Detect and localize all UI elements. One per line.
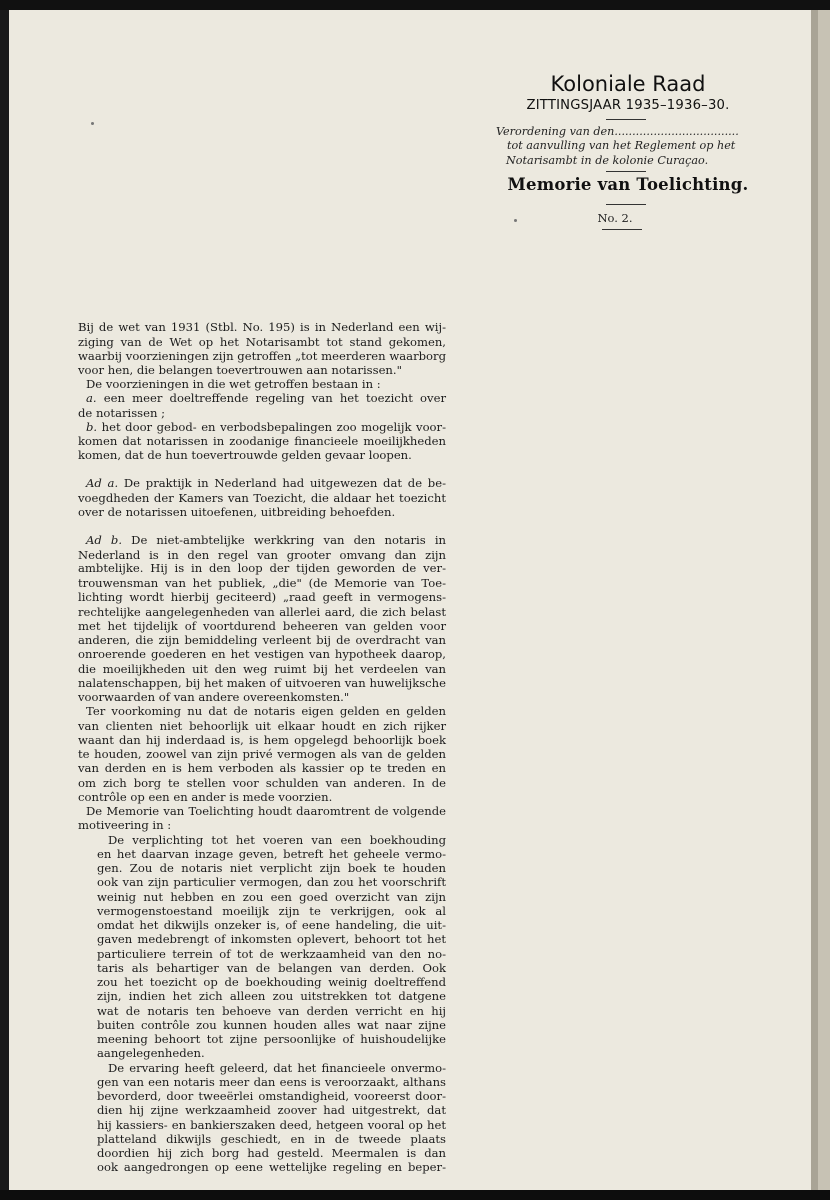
divider bbox=[602, 229, 642, 230]
text-line: Ad a. De praktijk in Nederland had uitgewezen dat de be- bbox=[86, 476, 447, 491]
text-line: te houden, zoowel van zijn privé vermogen als van de gelden bbox=[78, 746, 446, 761]
ordinance-line: tot aanvulling van het Reglement op het bbox=[507, 139, 736, 153]
quote-line: vermogenstoestand moeilijk zijn te verkrijgen, ook al bbox=[97, 904, 446, 919]
quote-line: meening behoort tot zijne persoonlijke of huishoudelijke bbox=[97, 1031, 446, 1046]
speck bbox=[91, 122, 94, 125]
text-line: onroerende goederen en het vestigen van hypotheek daarop, bbox=[78, 647, 446, 662]
text-line: a. een meer doeltreffende regeling van het toezicht over bbox=[86, 391, 446, 406]
ordinance-title bbox=[496, 125, 756, 168]
ordinance-line: Verordening van den................................... bbox=[496, 125, 739, 138]
memorie-heading: Memorie van Toelichting. bbox=[507, 175, 749, 194]
quote-line: weinig nut hebben en zou een goed overzicht van zijn bbox=[97, 889, 446, 904]
text-line: van derden en is hem verboden als kassier op te treden en bbox=[78, 761, 446, 776]
quote-line: gen. Zou de notaris niet verplicht zijn boek te houden bbox=[97, 860, 446, 875]
quote-line: zou het toezicht op de boekhouding weinig doeltreffend bbox=[97, 974, 446, 989]
text-line: De voorzieningen in die wet getroffen bestaan in : bbox=[86, 377, 381, 391]
text-line: met het tijdelijk of voortdurend beheeren van gelden voor bbox=[78, 619, 446, 634]
document-number: No. 2. bbox=[597, 211, 633, 225]
text-line: over de notarissen uitoefenen, uitbreiding behoefden. bbox=[78, 505, 396, 520]
quote-line: bevorderd, door tweeërlei omstandigheid, vooreerst door- bbox=[97, 1088, 446, 1103]
text-line: om zich borg te stellen voor schulden van anderen. In de bbox=[78, 775, 446, 790]
quote-line: omdat het dikwijls onzeker is, of eene handeling, die uit- bbox=[97, 917, 446, 932]
quote-line: taris als behartiger van de belangen van derden. Ook bbox=[97, 961, 446, 976]
document-title: Koloniale Raad bbox=[550, 72, 706, 96]
quote-line: ook aangedrongen op eene wettelijke regeling en beper- bbox=[97, 1160, 446, 1174]
text-line: trouwensman van het publiek, „die" (de Memorie van Toe- bbox=[78, 575, 446, 590]
text-line: ziging van de Wet op het Notarisambt tot stand gekomen, bbox=[78, 334, 446, 349]
text-line: Bij de wet van 1931 (Stbl. No. 195) is in Nederland een wij- bbox=[78, 320, 446, 334]
quote-line: en het daarvan inzage geven, betreft het geheele vermo- bbox=[97, 847, 446, 862]
ordinance-line: Notarisambt in de kolonie Curaçao. bbox=[506, 153, 709, 167]
divider bbox=[606, 119, 646, 120]
text-line: nalatenschappen, bij het maken of uitvoeren van huwelijksche bbox=[78, 676, 446, 691]
text-line: rechtelijke aangelegenheden van allerlei aard, die zich belast bbox=[78, 604, 446, 619]
session-year: ZITTINGSJAAR 1935–1936–30. bbox=[526, 98, 730, 113]
text-line: De Memorie van Toelichting houdt daaromtrent de volgende bbox=[86, 803, 446, 818]
text-line: voegdheden der Kamers van Toezicht, die aldaar het toezicht bbox=[78, 490, 446, 505]
quote-line: doordien hij zich borg had gesteld. Meermalen is dan bbox=[97, 1145, 446, 1160]
text-line: anderen, die zijn bemiddeling verleent bij de overdracht van bbox=[78, 632, 446, 647]
quote-line: ook van zijn particulier vermogen, dan zou het voorschrift bbox=[97, 875, 446, 890]
bottom-border bbox=[0, 1190, 830, 1200]
text-line: motiveering in : bbox=[78, 818, 172, 833]
text-line: die moeilijkheden uit den weg ruimt bij het verdeelen van bbox=[78, 661, 446, 676]
text-line: Nederland is in den regel van grooter omvang dan zijn bbox=[78, 547, 446, 562]
divider bbox=[606, 171, 646, 172]
text-line: ambtelijke. Hij is in den loop der tijden geworden de ver- bbox=[78, 561, 446, 576]
text-line: Ad b. De niet-ambtelijke werkkring van den notaris in bbox=[86, 533, 446, 548]
text-line: komen dat notarissen in zoodanige financieele moeilijkheden bbox=[78, 433, 446, 448]
quote-line: De ervaring heeft geleerd, dat het financieele onvermo- bbox=[108, 1060, 446, 1075]
quote-line: aangelegenheden. bbox=[97, 1046, 205, 1061]
text-line: de notarissen ; bbox=[78, 405, 166, 420]
page-edge-inner bbox=[818, 10, 830, 1190]
text-line: contrôle op een en ander is mede voorzien. bbox=[78, 790, 333, 805]
text-line: Ter voorkoming nu dat de notaris eigen gelden en gelden bbox=[86, 704, 446, 719]
divider bbox=[606, 204, 646, 205]
text-line: voorwaarden of van andere overeenkomsten." bbox=[78, 689, 350, 704]
text-line: komen, dat de hun toevertrouwde gelden gevaar loopen. bbox=[78, 448, 412, 463]
quote-line: hij kassiers- en bankierszaken deed, hetgeen vooral op het bbox=[97, 1117, 446, 1132]
quote-line: buiten contrôle zou kunnen houden alles wat naar zijne bbox=[97, 1018, 446, 1032]
quote-line: wat de notaris ten behoeve van derden verricht en hij bbox=[97, 1003, 446, 1018]
quote-line: dien hij zijne werkzaamheid zoover had uitgestrekt, dat bbox=[97, 1103, 446, 1117]
text-line: lichting wordt hierbij geciteerd) „raad geeft in vermogens- bbox=[78, 590, 446, 605]
quote-line: zijn, indien het zich alleen zou uitstrekken tot datgene bbox=[97, 989, 446, 1004]
top-border bbox=[0, 0, 830, 10]
quote-line: gen van een notaris meer dan eens is veroorzaakt, althans bbox=[97, 1075, 446, 1089]
quote-line: particuliere terrein of tot de werkzaamheid van den no- bbox=[97, 946, 446, 961]
text-line: van clienten niet behoorlijk uit elkaar houdt en zich rijker bbox=[78, 718, 446, 733]
speck bbox=[514, 219, 517, 222]
text-line: waant dan hij inderdaad is, is hem opgelegd behoorlijk boek bbox=[78, 733, 446, 748]
quote-line: platteland dikwijls geschiedt, en in de tweede plaats bbox=[97, 1132, 446, 1146]
text-line: voor hen, die belangen toevertrouwen aan notarissen." bbox=[78, 362, 402, 377]
quote-line: De verplichting tot het voeren van een boekhouding bbox=[108, 832, 446, 847]
text-line: waarbij voorzieningen zijn getroffen „tot meerderen waarborg bbox=[78, 348, 446, 363]
text-line: b. het door gebod- en verbodsbepalingen zoo mogelijk voor- bbox=[86, 419, 446, 434]
quote-line: gaven medebrengt of inkomsten oplevert, behoort tot het bbox=[97, 932, 446, 947]
